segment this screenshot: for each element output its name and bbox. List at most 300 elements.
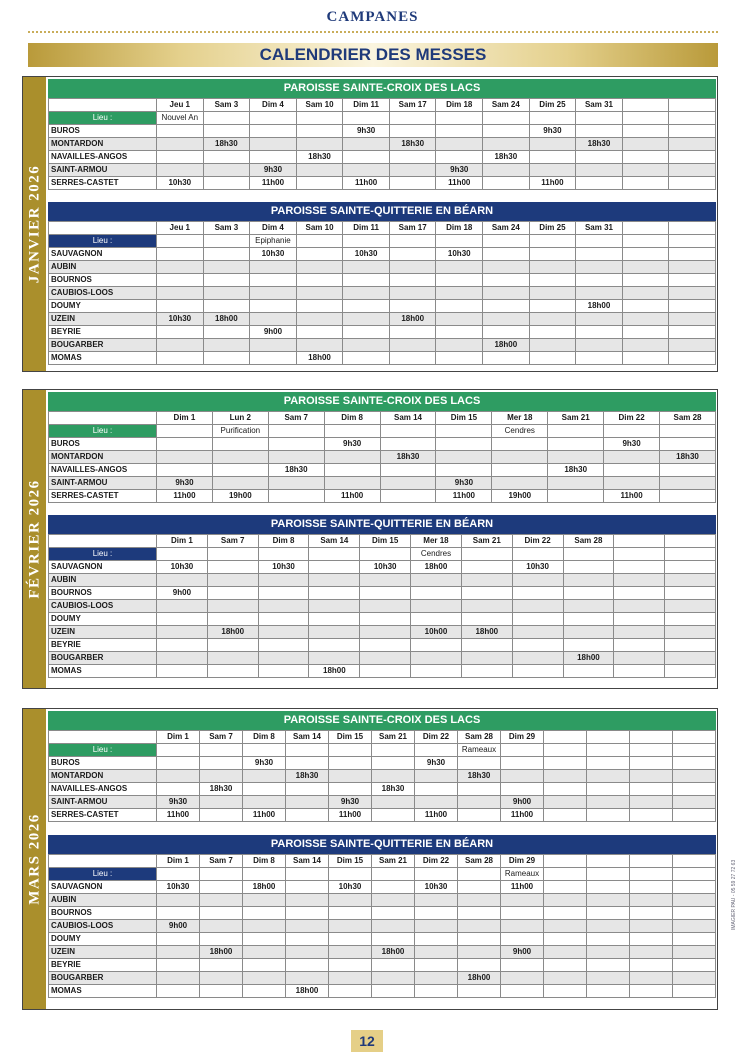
feast-note-cell: [436, 235, 483, 248]
date-header-cell: Lun 2: [212, 412, 268, 425]
mass-time-cell: [483, 326, 530, 339]
mass-time-cell: [436, 274, 483, 287]
date-header-cell: Sam 24: [483, 99, 530, 112]
mass-time-cell: 9h00: [157, 920, 200, 933]
mass-time-cell: [157, 985, 200, 998]
date-header-cell: Dim 22: [415, 731, 458, 744]
mass-time-cell: [250, 261, 297, 274]
parish-block: [48, 835, 716, 998]
date-header-cell: Sam 28: [458, 855, 501, 868]
mass-time-cell: [157, 352, 204, 365]
lieu-label: Lieu :: [49, 425, 157, 438]
mass-time-cell: [309, 561, 360, 574]
table-row: [49, 587, 716, 600]
mass-time-cell: [529, 138, 576, 151]
table-row: [49, 959, 716, 972]
mass-time-cell: [415, 907, 458, 920]
mass-time-cell: 10h30: [157, 177, 204, 190]
mass-time-cell: [203, 164, 250, 177]
feast-note-cell: [544, 744, 587, 757]
mass-time-cell: [529, 261, 576, 274]
mass-time-cell: [576, 151, 623, 164]
date-header-cell: Sam 14: [380, 412, 436, 425]
month-label: MARS 2026: [23, 709, 46, 1009]
mass-time-cell: [548, 451, 604, 464]
date-header-cell: Dim 8: [258, 535, 309, 548]
printer-credit: IMAGIER PAU - 05 59 27 72 63: [731, 859, 737, 930]
mass-time-cell: 18h00: [203, 313, 250, 326]
mass-time-cell: [200, 881, 243, 894]
mass-time-cell: [604, 464, 660, 477]
table-row: [49, 809, 716, 822]
header-divider: [28, 31, 718, 33]
mass-time-cell: 11h00: [157, 809, 200, 822]
table-row: [49, 151, 716, 164]
parish-block: [48, 79, 716, 190]
mass-time-cell: [411, 639, 462, 652]
table-row: [49, 881, 716, 894]
feast-note-cell: [309, 548, 360, 561]
mass-time-cell: [461, 613, 512, 626]
date-header-cell: [544, 855, 587, 868]
date-header-cell: [587, 855, 630, 868]
mass-time-cell: [665, 626, 716, 639]
mass-time-cell: [324, 451, 380, 464]
date-header-cell: [622, 222, 669, 235]
feast-note-cell: [250, 112, 297, 125]
mass-time-cell: [343, 151, 390, 164]
table-row: [49, 665, 716, 678]
feast-note-cell: [157, 425, 213, 438]
mass-time-cell: [665, 665, 716, 678]
mass-time-cell: [360, 574, 411, 587]
mass-time-cell: [501, 933, 544, 946]
table-row: [49, 600, 716, 613]
date-header-cell: Dim 15: [360, 535, 411, 548]
feast-note-cell: [157, 548, 208, 561]
mass-time-cell: [243, 770, 286, 783]
mass-time-cell: [622, 248, 669, 261]
mass-time-cell: [483, 287, 530, 300]
mass-time-cell: [343, 261, 390, 274]
lieu-label: Lieu :: [49, 112, 157, 125]
place-name: BOURNOS: [49, 587, 157, 600]
place-name: MOMAS: [49, 985, 157, 998]
mass-time-cell: [372, 920, 415, 933]
mass-time-cell: [200, 757, 243, 770]
feast-note-cell: [207, 548, 258, 561]
parish-block: [48, 202, 716, 365]
place-name: BUROS: [49, 757, 157, 770]
mass-time-cell: [436, 339, 483, 352]
mass-time-cell: [669, 164, 716, 177]
feast-note-cell: Epiphanie: [250, 235, 297, 248]
date-header-cell: [669, 222, 716, 235]
mass-time-cell: [343, 274, 390, 287]
month-block-february: [22, 389, 718, 689]
mass-time-cell: [458, 907, 501, 920]
mass-time-cell: [411, 652, 462, 665]
mass-time-cell: [529, 339, 576, 352]
mass-time-cell: [436, 451, 492, 464]
date-header-cell: Sam 7: [200, 731, 243, 744]
place-name: MONTARDON: [49, 451, 157, 464]
table-row: [49, 438, 716, 451]
lieu-label: Lieu :: [49, 235, 157, 248]
mass-time-cell: [563, 613, 614, 626]
place-name: DOUMY: [49, 300, 157, 313]
mass-time-cell: [203, 326, 250, 339]
mass-time-cell: [243, 972, 286, 985]
corner-cell: [49, 855, 157, 868]
mass-time-cell: 18h30: [200, 783, 243, 796]
mass-time-cell: [207, 652, 258, 665]
date-header-cell: Dim 18: [436, 222, 483, 235]
mass-time-cell: [268, 490, 324, 503]
mass-time-cell: 18h00: [389, 313, 436, 326]
place-name: SERRES-CASTET: [49, 177, 157, 190]
mass-time-cell: [563, 600, 614, 613]
table-row: [49, 339, 716, 352]
mass-time-cell: [614, 587, 665, 600]
mass-time-cell: [389, 339, 436, 352]
mass-time-cell: [660, 464, 716, 477]
mass-time-cell: [157, 639, 208, 652]
mass-time-cell: 18h30: [372, 783, 415, 796]
mass-time-cell: [415, 933, 458, 946]
table-row: [49, 300, 716, 313]
mass-time-cell: [512, 574, 563, 587]
mass-time-cell: [501, 920, 544, 933]
mass-time-cell: [576, 326, 623, 339]
mass-time-cell: [501, 959, 544, 972]
mass-time-cell: [614, 613, 665, 626]
mass-time-cell: [296, 313, 343, 326]
mass-time-cell: [203, 248, 250, 261]
mass-time-cell: [622, 287, 669, 300]
date-header-cell: Dim 1: [157, 855, 200, 868]
mass-time-cell: [250, 313, 297, 326]
date-header-cell: Jeu 1: [157, 99, 204, 112]
date-header-cell: Sam 10: [296, 222, 343, 235]
mass-time-cell: [411, 613, 462, 626]
date-header-cell: Dim 15: [436, 412, 492, 425]
date-header-cell: Dim 1: [157, 412, 213, 425]
mass-time-cell: [343, 326, 390, 339]
table-row: [49, 451, 716, 464]
feast-note-cell: [665, 548, 716, 561]
mass-time-cell: [604, 451, 660, 464]
parish-title: PAROISSE SAINTE-CROIX DES LACS: [48, 711, 716, 730]
mass-time-cell: [544, 920, 587, 933]
mass-time-cell: [360, 600, 411, 613]
mass-time-cell: [157, 138, 204, 151]
mass-time-cell: [286, 920, 329, 933]
feast-note-cell: [461, 548, 512, 561]
mass-time-cell: 9h30: [243, 757, 286, 770]
date-header-cell: Sam 17: [389, 222, 436, 235]
mass-time-cell: [250, 274, 297, 287]
mass-time-cell: 18h00: [286, 985, 329, 998]
mass-time-cell: [207, 665, 258, 678]
table-row: [49, 164, 716, 177]
feast-note-cell: [660, 425, 716, 438]
mass-time-cell: [483, 313, 530, 326]
mass-time-cell: [329, 894, 372, 907]
mass-time-cell: 18h00: [458, 972, 501, 985]
mass-time-cell: [622, 326, 669, 339]
date-header-cell: Mer 18: [411, 535, 462, 548]
mass-time-cell: [622, 125, 669, 138]
mass-time-cell: [587, 959, 630, 972]
date-header-cell: Sam 3: [203, 222, 250, 235]
mass-time-cell: [372, 972, 415, 985]
mass-time-cell: [389, 300, 436, 313]
mass-time-cell: [544, 933, 587, 946]
mass-time-cell: 9h30: [604, 438, 660, 451]
mass-time-cell: [614, 639, 665, 652]
feast-note-cell: [548, 425, 604, 438]
mass-time-cell: [669, 177, 716, 190]
mass-time-cell: [309, 600, 360, 613]
parish-block: [48, 392, 716, 503]
feast-note-cell: [415, 744, 458, 757]
mass-time-cell: [286, 972, 329, 985]
mass-time-cell: [576, 274, 623, 287]
mass-time-cell: [268, 477, 324, 490]
mass-time-cell: [622, 339, 669, 352]
date-header-cell: Sam 21: [372, 731, 415, 744]
mass-time-cell: [157, 972, 200, 985]
table-row: [49, 313, 716, 326]
mass-time-cell: [286, 907, 329, 920]
mass-time-cell: [343, 164, 390, 177]
mass-time-cell: [296, 261, 343, 274]
date-header-cell: Dim 11: [343, 99, 390, 112]
mass-time-cell: [576, 261, 623, 274]
mass-time-cell: [544, 809, 587, 822]
place-name: UZEIN: [49, 946, 157, 959]
mass-time-cell: [389, 274, 436, 287]
table-row: [49, 125, 716, 138]
mass-time-cell: [411, 587, 462, 600]
mass-time-cell: [563, 626, 614, 639]
feast-note-cell: Cendres: [411, 548, 462, 561]
mass-time-cell: [458, 796, 501, 809]
mass-time-cell: [669, 274, 716, 287]
mass-time-cell: [576, 339, 623, 352]
mass-time-cell: [669, 248, 716, 261]
mass-time-cell: [529, 248, 576, 261]
corner-cell: [49, 731, 157, 744]
mass-time-cell: 18h30: [660, 451, 716, 464]
mass-time-cell: [501, 985, 544, 998]
feast-note-cell: [296, 112, 343, 125]
table-row: [49, 894, 716, 907]
mass-time-cell: [286, 933, 329, 946]
date-header-cell: Sam 31: [576, 222, 623, 235]
mass-time-cell: [372, 933, 415, 946]
table-row: [49, 613, 716, 626]
mass-time-cell: [415, 985, 458, 998]
lieu-label: Lieu :: [49, 744, 157, 757]
mass-time-cell: [622, 274, 669, 287]
mass-time-cell: [207, 639, 258, 652]
feast-note-cell: [483, 235, 530, 248]
mass-time-cell: [258, 652, 309, 665]
feast-note-cell: [380, 425, 436, 438]
feast-note-cell: [458, 868, 501, 881]
mass-time-cell: [587, 783, 630, 796]
mass-time-cell: [372, 894, 415, 907]
table-row: [49, 783, 716, 796]
mass-time-cell: [483, 300, 530, 313]
mass-time-cell: [309, 639, 360, 652]
table-row: [49, 326, 716, 339]
mass-time-cell: [372, 985, 415, 998]
mass-time-cell: [483, 352, 530, 365]
feast-note-cell: [587, 744, 630, 757]
mass-time-cell: [389, 125, 436, 138]
mass-time-cell: [544, 796, 587, 809]
feast-note-cell: [286, 744, 329, 757]
mass-time-cell: [512, 613, 563, 626]
mass-schedule-table: [48, 411, 716, 503]
mass-time-cell: [563, 665, 614, 678]
mass-time-cell: [157, 125, 204, 138]
mass-time-cell: [200, 907, 243, 920]
place-name: DOUMY: [49, 613, 157, 626]
mass-time-cell: [544, 894, 587, 907]
parish-title: PAROISSE SAINTE-QUITTERIE EN BÉARN: [48, 202, 716, 221]
lieu-row: [49, 868, 716, 881]
mass-time-cell: [360, 665, 411, 678]
date-header-cell: Dim 8: [324, 412, 380, 425]
table-row: [49, 757, 716, 770]
parish-block: [48, 711, 716, 822]
table-row: [49, 477, 716, 490]
mass-time-cell: [458, 920, 501, 933]
mass-time-cell: [548, 490, 604, 503]
mass-time-cell: [296, 125, 343, 138]
feast-note-cell: [483, 112, 530, 125]
mass-time-cell: [250, 138, 297, 151]
date-header-cell: Sam 14: [309, 535, 360, 548]
mass-time-cell: [157, 783, 200, 796]
mass-time-cell: [576, 177, 623, 190]
mass-time-cell: [614, 665, 665, 678]
mass-time-cell: [673, 972, 716, 985]
mass-time-cell: [343, 138, 390, 151]
mass-time-cell: [622, 138, 669, 151]
mass-time-cell: [309, 626, 360, 639]
mass-time-cell: [372, 907, 415, 920]
mass-time-cell: [483, 125, 530, 138]
mass-time-cell: 10h30: [258, 561, 309, 574]
mass-time-cell: 11h00: [343, 177, 390, 190]
mass-time-cell: [343, 352, 390, 365]
mass-time-cell: [630, 933, 673, 946]
mass-time-cell: [563, 574, 614, 587]
mass-time-cell: [673, 881, 716, 894]
mass-time-cell: [212, 451, 268, 464]
mass-time-cell: 10h30: [512, 561, 563, 574]
place-name: BEYRIE: [49, 326, 157, 339]
mass-time-cell: [436, 151, 483, 164]
mass-time-cell: [458, 933, 501, 946]
place-name: NAVAILLES-ANGOS: [49, 464, 157, 477]
feast-note-cell: [360, 548, 411, 561]
mass-time-cell: 10h30: [157, 881, 200, 894]
feast-note-cell: [343, 235, 390, 248]
corner-cell: [49, 535, 157, 548]
date-header-cell: Dim 29: [501, 855, 544, 868]
place-name: CAUBIOS-LOOS: [49, 287, 157, 300]
mass-time-cell: [157, 613, 208, 626]
date-header-cell: Sam 7: [268, 412, 324, 425]
feast-note-cell: [512, 548, 563, 561]
mass-time-cell: [243, 920, 286, 933]
mass-time-cell: [250, 352, 297, 365]
mass-time-cell: [458, 809, 501, 822]
date-header-cell: Dim 15: [329, 731, 372, 744]
mass-time-cell: [483, 274, 530, 287]
mass-time-cell: [157, 151, 204, 164]
place-name: AUBIN: [49, 894, 157, 907]
mass-time-cell: [200, 959, 243, 972]
mass-time-cell: [529, 313, 576, 326]
date-header-cell: Dim 4: [250, 222, 297, 235]
mass-time-cell: [673, 796, 716, 809]
mass-time-cell: [563, 639, 614, 652]
mass-time-cell: [587, 796, 630, 809]
mass-schedule-table: [48, 221, 716, 365]
mass-time-cell: [157, 451, 213, 464]
mass-time-cell: [343, 287, 390, 300]
table-row: [49, 933, 716, 946]
date-header-row: [49, 412, 716, 425]
mass-time-cell: 18h00: [483, 339, 530, 352]
mass-time-cell: 18h30: [268, 464, 324, 477]
feast-note-cell: [157, 868, 200, 881]
mass-time-cell: [622, 300, 669, 313]
mass-time-cell: 9h30: [157, 796, 200, 809]
mass-time-cell: [665, 574, 716, 587]
mass-time-cell: [512, 626, 563, 639]
mass-time-cell: 11h00: [415, 809, 458, 822]
feast-note-cell: [501, 744, 544, 757]
mass-time-cell: 18h00: [200, 946, 243, 959]
mass-time-cell: [544, 881, 587, 894]
place-name: BEYRIE: [49, 959, 157, 972]
magazine-title: CAMPANES: [326, 9, 419, 25]
mass-time-cell: [200, 933, 243, 946]
mass-time-cell: [512, 652, 563, 665]
mass-time-cell: [286, 783, 329, 796]
feast-note-cell: [200, 868, 243, 881]
mass-time-cell: [587, 894, 630, 907]
mass-time-cell: [380, 490, 436, 503]
mass-time-cell: 18h30: [483, 151, 530, 164]
mass-time-cell: [309, 587, 360, 600]
mass-time-cell: 11h00: [436, 177, 483, 190]
mass-time-cell: 18h00: [207, 626, 258, 639]
feast-note-cell: [258, 548, 309, 561]
date-header-cell: Sam 17: [389, 99, 436, 112]
mass-time-cell: [630, 946, 673, 959]
mass-time-cell: [458, 783, 501, 796]
place-name: BOUGARBER: [49, 339, 157, 352]
